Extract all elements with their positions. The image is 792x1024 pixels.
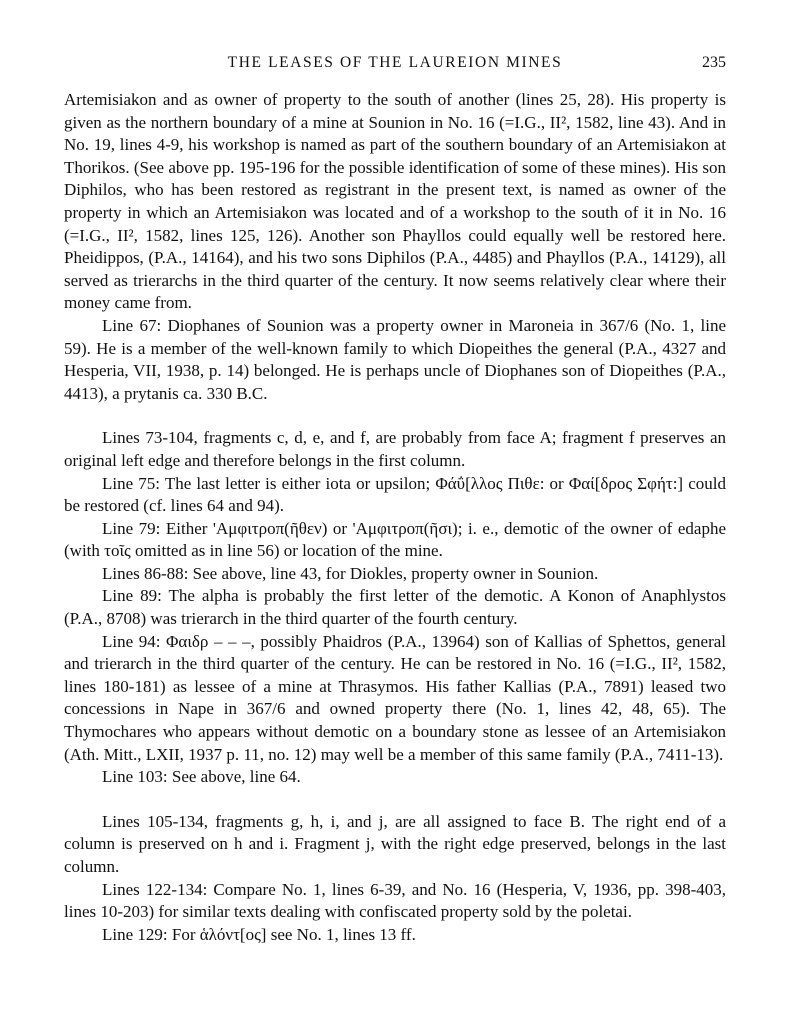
body-text [64,89,726,946]
paragraph-line-79: Line 79: Either 'Αμφιτροπ(ῆθεν) or 'Αμφιτροπ(ῆσι); i. e., demotic of the owner of edaphe (with τοῖς omitted as in line 56) or location of the mine. [64,518,726,561]
page-header [64,54,726,76]
paragraph-line-89: Line 89: The alpha is probably the first letter of the demotic. A Konon of Anaphlystos (P.A., 8708) was trierarch in the third quarter of the fourth century. [64,586,726,629]
paragraph-lines-73-104: Lines 73-104, fragments c, d, e, and f, are probably from face A; fragment f preserves an original left edge and therefore belongs in the first column. [64,428,726,470]
paragraph-lines-86-88: Lines 86-88: See above, line 43, for Diokles, property owner in Sounion. [102,563,599,583]
paragraph-lines-105-134: Lines 105-134, fragments g, h, i, and j, are all assigned to face B. The right end of a column is preserved on h and i. Fragment j, with the right edge preserved, belongs in the last column. [64,811,726,876]
page-number: 235 [702,54,726,71]
paragraph-line-129: Line 129: For ἁλόντ[ος] see No. 1, lines 13 ff. [102,924,416,944]
paragraph-lines-122-134: Lines 122-134: Compare No. 1, lines 6-39, and No. 16 (Hesperia, V, 1936, pp. 398-403, lines 10-203) for similar texts dealing with confiscated property sold by the poletai. [64,879,726,922]
paragraph-line-103: Line 103: See above, line 64. [102,767,301,787]
paragraph-line-94: Line 94: Φαιδρ – – –, possibly Phaidros (P.A., 13964) son of Kallias of Sphettos, general and trierarch in the third quarter of the century. He can be restored in No. 16 (=I.G., II², 1582, lines 180-181) as lessee of a mine at Thrasymos. His father Kallias (P.A., 7891) leased two concessions in Nape in 367/6 and owned property there (No. 1, lines 42, 48, 65). The Thymochares who appears without demotic on a boundary stone as lessee of an Artemisiakon (Ath. Mitt., LXII, 1937 p. 11, no. 12) may well be a member of this same family (P.A., 7411-13). [64,631,726,764]
paragraph-line-67: Line 67: Diophanes of Sounion was a property owner in Maroneia in 367/6 (No. 1, line 59). He is a member of the well-known family to which Diopeithes the general (P.A., 4327 and Hesperia, VII, 1938, p. 14) belonged. He is perhaps uncle of Diophanes son of Diopeithes (P.A., 4413), a prytanis ca. 330 B.C. [64,315,726,403]
paragraph-pheidippos-family: Artemisiakon and as owner of property to the south of another (lines 25, 28). His property is given as the northern boundary of a mine at Sounion in No. 16 (=I.G., II², 1582, line 43). And in No. 19, lines 4-9, his workshop is named as part of the southern boundary of an Artemisiakon at Thorikos. (See above pp. 195-196 for the possible identification of some of these mines). His son Diphilos, who has been restored as registrant in the present text, is named as owner of the property in which an Artemisiakon was located and of a workshop to the south of it in No. 16 (=I.G., II², 1582, lines 125, 126). Another son Phayllos could equally well be restored here. Pheidippos, (P.A., 14164), and his two sons Diphilos (P.A., 4485) and Phayllos (P.A., 14129), all served as trierarchs in the third quarter of the century. It now seems relatively clear where their money came from. [64,90,726,313]
paragraph-line-75: Line 75: The last letter is either iota or upsilon; Φάΰ[λλος Πιθε: or Φαί[δρος Σφήτ:] could be restored (cf. lines 64 and 94). [64,473,726,516]
running-title: THE LEASES OF THE LAUREION MINES [227,54,563,71]
